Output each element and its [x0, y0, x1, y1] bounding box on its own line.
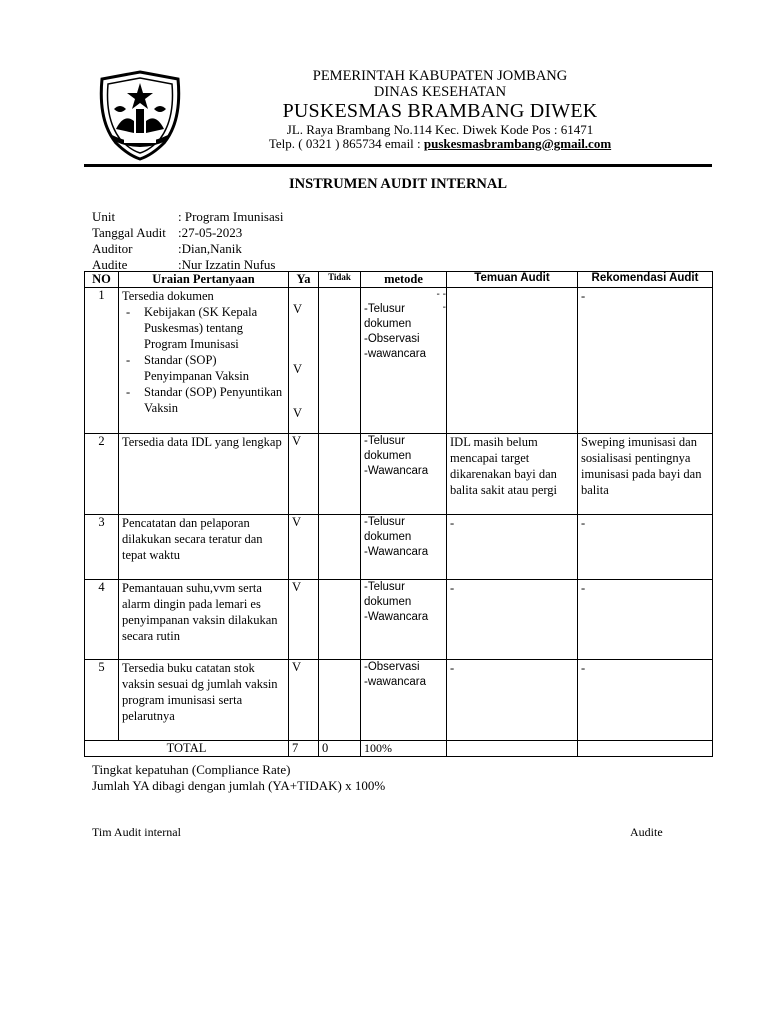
row-rekomendasi: - [578, 580, 713, 660]
info-key: Audite [92, 257, 128, 272]
audit-info [92, 209, 283, 273]
table-row [85, 434, 713, 515]
header-department: DINAS KESEHATAN [373, 84, 507, 100]
table-row [85, 580, 713, 660]
row-metode: -Observasi -wawancara [361, 660, 447, 741]
info-key: Tanggal Audit [92, 225, 166, 240]
total-ya: 7 [289, 741, 319, 757]
row-no: 4 [85, 580, 119, 660]
info-value: :Nur Izzatin Nufus [178, 257, 276, 272]
total-label: TOTAL [85, 741, 289, 757]
col-header-no: NO [85, 272, 119, 288]
compliance-note [92, 762, 385, 794]
uraian-text: Tersedia dokumen [122, 289, 214, 303]
total-metode: 100% [361, 741, 447, 757]
header-address: JL. Raya Brambang No.114 Kec. Diwek Kode Pos : 61471 [286, 122, 594, 137]
row-temuan: - [447, 580, 578, 660]
row-tidak [319, 660, 361, 741]
col-header-tidak: Tidak [319, 272, 361, 288]
table-total-row [85, 741, 713, 757]
row-ya: V [289, 434, 319, 515]
kabupaten-logo-icon [94, 69, 186, 161]
info-row [92, 241, 283, 257]
row-metode: -Telusur dokumen -Wawancara [361, 434, 447, 515]
row-temuan: - [447, 515, 578, 580]
signature-audite: Audite [630, 825, 663, 839]
info-row [92, 225, 283, 241]
row-temuan [447, 288, 578, 434]
row-rekomendasi: - [578, 288, 713, 434]
col-header-metode: metode [361, 272, 447, 288]
ya-mark: V [293, 302, 303, 316]
info-key: Auditor [92, 241, 133, 256]
row-tidak [319, 288, 361, 434]
header-puskesmas-name: PUSKESMAS BRAMBANG DIWEK [282, 100, 598, 122]
row-no: 3 [85, 515, 119, 580]
table-row [85, 288, 713, 434]
metode-marks: - - - [436, 289, 446, 313]
signature-auditor: Tim Audit internal [92, 825, 181, 839]
row-no: 2 [85, 434, 119, 515]
row-uraian [119, 288, 289, 434]
ya-mark: V [293, 362, 303, 376]
compliance-line2: Jumlah YA dibagi dengan jumlah (YA+TIDAK) x 100% [92, 778, 386, 793]
col-header-uraian: Uraian Pertanyaan [119, 272, 289, 288]
header-contact [200, 136, 680, 152]
info-key: Unit [92, 209, 116, 224]
info-value: :Dian,Nanik [178, 241, 242, 256]
row-ya: V [289, 660, 319, 741]
row-tidak [319, 434, 361, 515]
header-government: PEMERINTAH KABUPATEN JOMBANG [312, 68, 568, 84]
compliance-line1: Tingkat kepatuhan (Compliance Rate) [92, 762, 291, 777]
uraian-subitem: - Standar (SOP) Penyuntikan Vaksin [126, 385, 283, 415]
table-header-row [85, 272, 713, 288]
total-temuan [447, 741, 578, 757]
row-temuan: - [447, 660, 578, 741]
row-uraian: Tersedia buku catatan stok vaksin sesuai dg jumlah vaksin program imunisasi serta pelarutnya [119, 660, 289, 741]
audit-table [84, 271, 713, 757]
col-header-ya: Ya [289, 272, 319, 288]
table-row [85, 660, 713, 741]
row-temuan: IDL masih belum mencapai target dikarenakan bayi dan balita sakit atau pergi [447, 434, 578, 515]
col-header-temuan: Temuan Audit [447, 272, 578, 288]
row-rekomendasi: Sweping imunisasi dan sosialisasi pentingnya imunisasi pada bayi dan balita [578, 434, 713, 515]
info-value: :27-05-2023 [178, 225, 243, 240]
header-divider [84, 164, 712, 167]
info-value: : Program Imunisasi [178, 209, 284, 224]
row-ya: V [289, 580, 319, 660]
col-header-rekomendasi: Rekomendasi Audit [578, 272, 713, 288]
row-uraian: Pencatatan dan pelaporan dilakukan secara teratur dan tepat waktu [119, 515, 289, 580]
table-row [85, 515, 713, 580]
row-metode: -Telusur dokumen -Wawancara [361, 515, 447, 580]
row-ya [289, 288, 319, 434]
document-title: INSTRUMEN AUDIT INTERNAL [288, 176, 508, 192]
info-row [92, 209, 283, 225]
row-ya: V [289, 515, 319, 580]
row-uraian: Pemantauan suhu,vvm serta alarm dingin pada lemari es penyimpanan vaksin dilakukan secara rutin [119, 580, 289, 660]
row-metode: -Telusur dokumen -Wawancara [361, 580, 447, 660]
row-no: 5 [85, 660, 119, 741]
row-tidak [319, 515, 361, 580]
uraian-subitem: - Standar (SOP) Penyimpanan Vaksin [126, 353, 249, 383]
row-metode: - - - -Telusur dokumen -Observasi -wawancara [361, 288, 447, 434]
header-email: puskesmasbrambang@gmail.com [423, 136, 612, 151]
total-rekomendasi [578, 741, 713, 757]
row-rekomendasi: - [578, 660, 713, 741]
row-rekomendasi: - [578, 515, 713, 580]
ya-mark: V [293, 406, 303, 420]
header-phone: Telp. ( 0321 ) 865734 email : [268, 136, 424, 151]
row-no: 1 [85, 288, 119, 434]
row-tidak [319, 580, 361, 660]
uraian-subitem: - Kebijakan (SK Kepala Puskesmas) tentang Program Imunisasi [126, 305, 258, 351]
total-tidak: 0 [319, 741, 361, 757]
row-uraian: Tersedia data IDL yang lengkap [119, 434, 289, 515]
